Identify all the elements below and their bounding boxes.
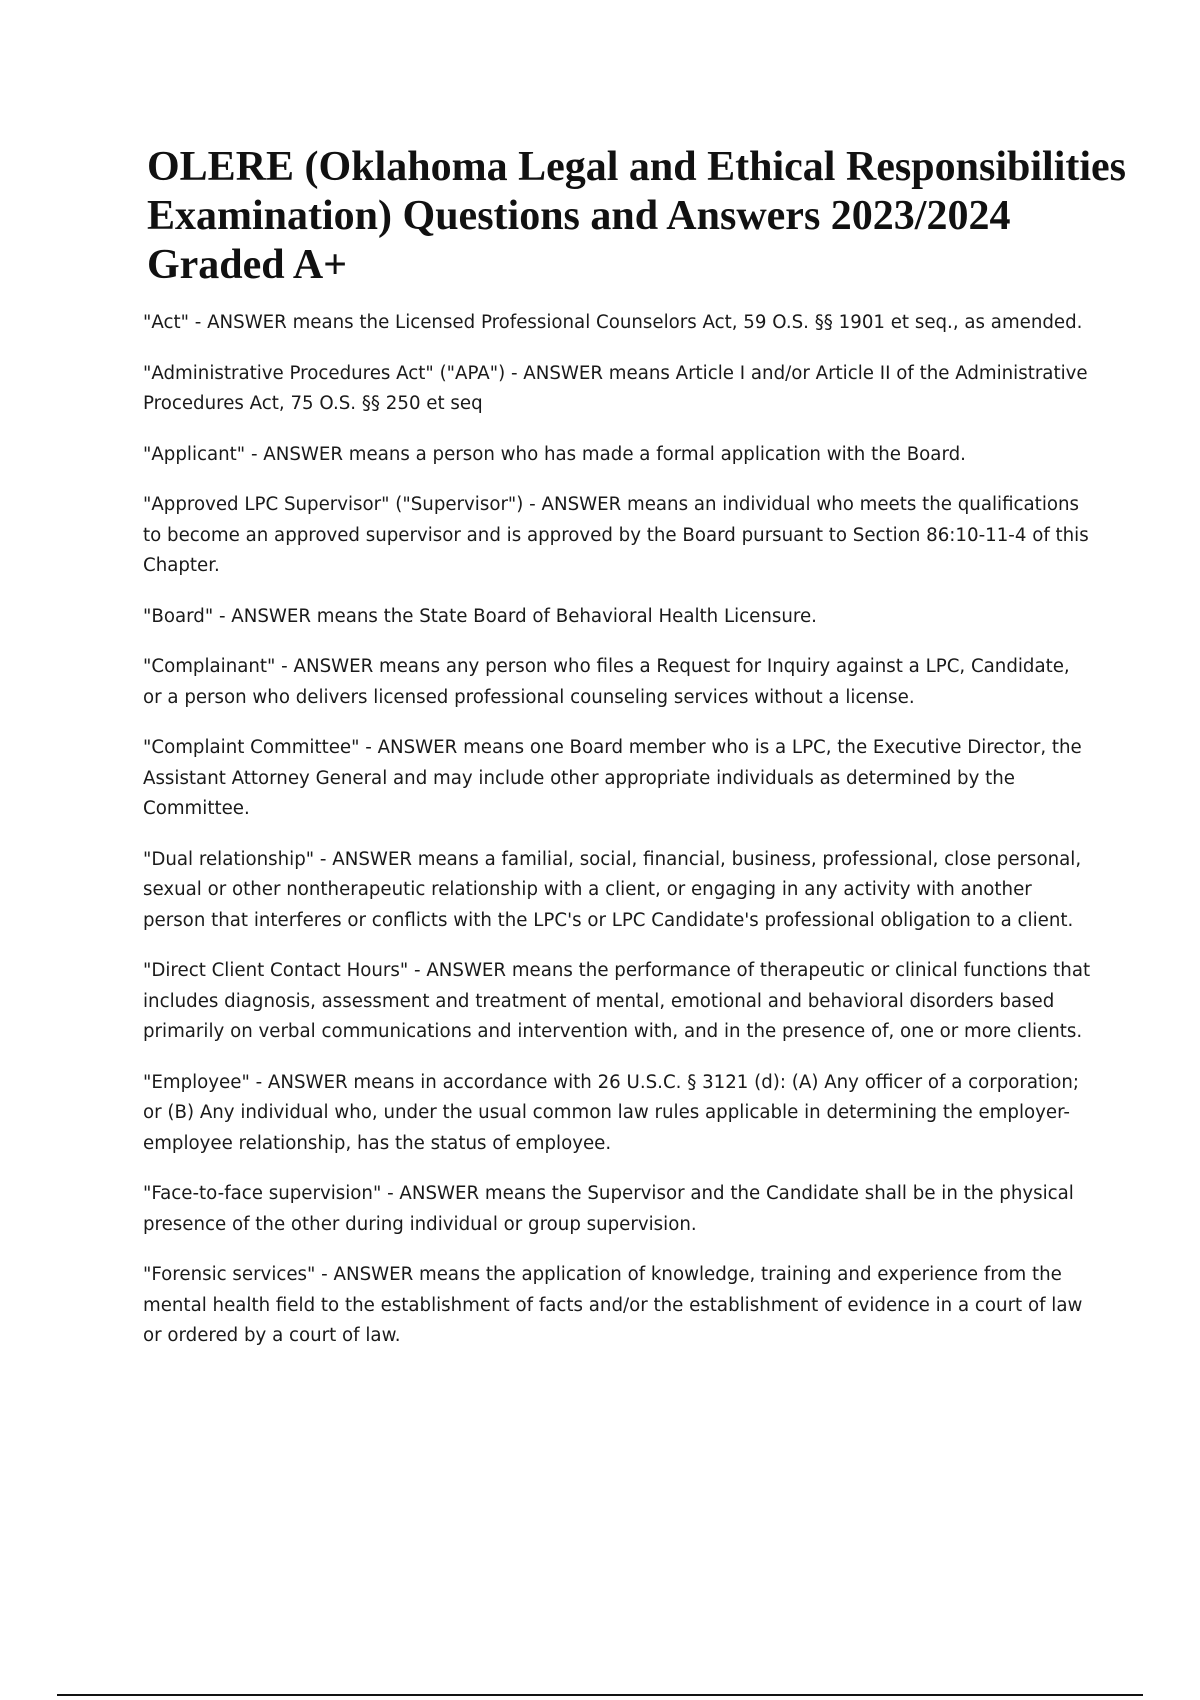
document-title: OLERE (Oklahoma Legal and Ethical Responsibilities Examination) Questions and Answers 2023/2024 Graded A+ [147, 144, 1127, 288]
definition-face-to-face-supervision: "Face-to-face supervision" - ANSWER means the Supervisor and the Candidate shall be in the physical presence of the other during individual or group supervision. [143, 1183, 1074, 1235]
definition-complaint-committee: "Complaint Committee" - ANSWER means one Board member who is a LPC, the Executive Director, the Assistant Attorney General and may include other appropriate individuals as determined by the Committee. [143, 737, 1082, 819]
definitions-list [143, 308, 1093, 1372]
definition-employee: "Employee" - ANSWER means in accordance with 26 U.S.C. § 3121 (d): (A) Any officer of a corporation; or (B) Any individual who, under the usual common law rules applicable in determining the employer-employee relationship, has the status of employee. [143, 1071, 1079, 1154]
definition-board: "Board" - ANSWER means the State Board of Behavioral Health Licensure. [143, 605, 817, 627]
definition-administrative-procedures-act: "Administrative Procedures Act" ("APA") - ANSWER means Article I and/or Article II of the Administrative Procedures Act, 75 O.S. §§ 250 et seq [143, 362, 1088, 414]
footer-divider [57, 1694, 1143, 1696]
definition-forensic-services: "Forensic services" - ANSWER means the application of knowledge, training and experience from the mental health field to the establishment of facts and/or the establishment of evidence in a court of law or ordered by a court of law. [143, 1264, 1083, 1346]
definition-complainant: "Complainant" - ANSWER means any person who files a Request for Inquiry against a LPC, Candidate, or a person who delivers licensed professional counseling services without a license. [143, 656, 1070, 708]
definition-dual-relationship: "Dual relationship" - ANSWER means a familial, social, financial, business, professional, close personal, sexual or other nontherapeutic relationship with a client, or engaging in any activity with another person that interferes or conflicts with the LPC's or LPC Candidate's professional obligation to a client. [143, 848, 1082, 931]
definition-approved-lpc-supervisor: "Approved LPC Supervisor" ("Supervisor") - ANSWER means an individual who meets the qualifications to become an approved supervisor and is approved by the Board pursuant to Section 86:10-11-4 of this Chapter. [143, 494, 1089, 576]
definition-direct-client-contact-hours: "Direct Client Contact Hours" - ANSWER means the performance of therapeutic or clinical functions that includes diagnosis, assessment and treatment of mental, emotional and behavioral disorders based primarily on verbal communications and intervention with, and in the presence of, one or more clients. [143, 960, 1091, 1042]
definition-act: "Act" - ANSWER means the Licensed Professional Counselors Act, 59 O.S. §§ 1901 et seq., as amended. [143, 312, 1083, 333]
definition-applicant: "Applicant" - ANSWER means a person who has made a formal application with the Board. [143, 443, 966, 465]
